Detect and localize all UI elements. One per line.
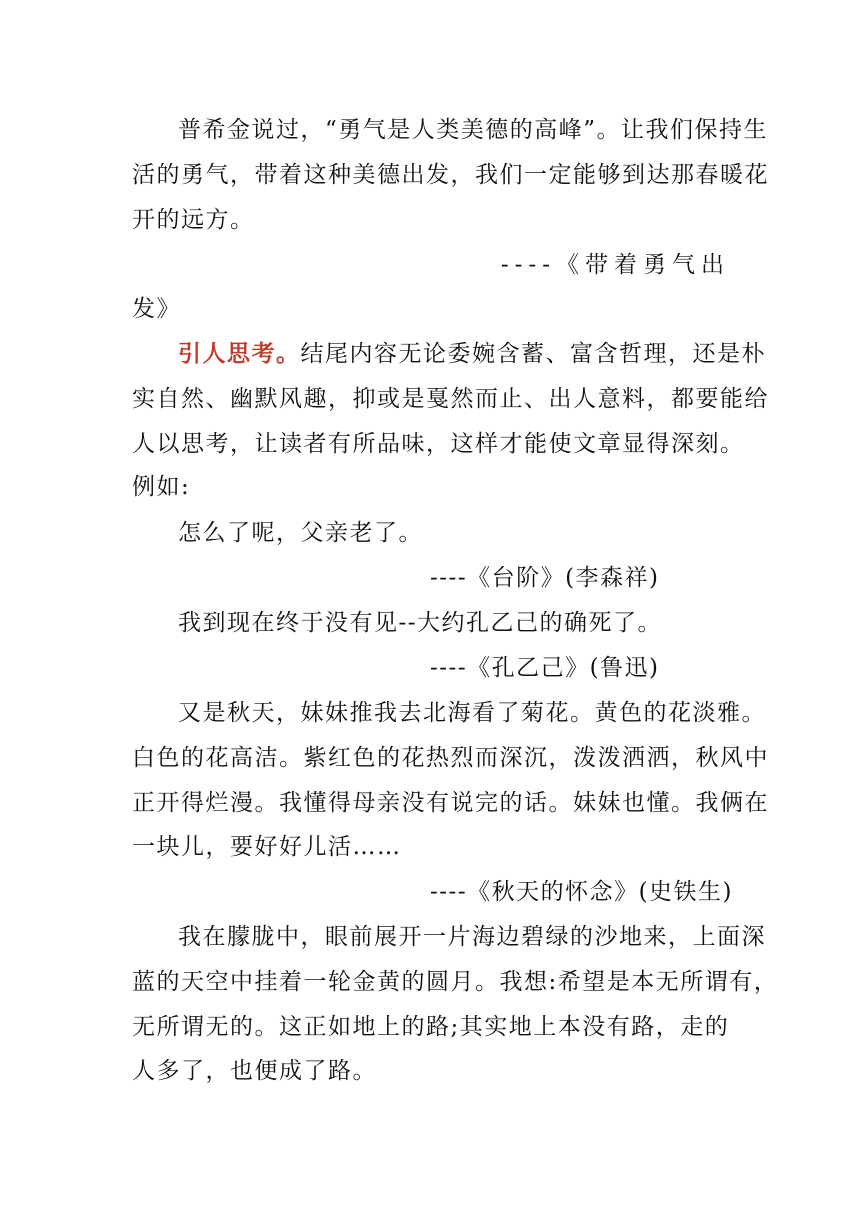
source-attribution: ----《孔乙己》(鲁迅) (430, 655, 660, 681)
quote-line: 白色的花高洁。紫红色的花热烈而深沉，泼泼洒洒，秋风中 (132, 745, 769, 771)
quote-line: 人多了，也便成了路。 (132, 1058, 377, 1084)
source-attribution: ----《台阶》(李森祥) (430, 565, 660, 591)
quote-line: 又是秋天，妹妹推我去北海看了菊花。黄色的花淡雅。 (178, 700, 766, 726)
source-attribution: ----《带着勇气出 (500, 252, 730, 278)
quote-line: 正开得烂漫。我懂得母亲没有说完的话。妹妹也懂。我俩在 (132, 790, 769, 816)
highlight-heading: 引人思考。 (178, 340, 301, 367)
text-line (178, 339, 778, 369)
text-line: 普希金说过，“勇气是人类美德的高峰”。让我们保持生 (178, 117, 769, 143)
source-attribution: ----《秋天的怀念》(史铁生) (430, 879, 734, 905)
text-line: 例如: (132, 474, 191, 500)
text-line: 人以思考，让读者有所品味，这样才能使文章显得深刻。 (132, 431, 745, 457)
quote-line: 我到现在终于没有见--大约孔乙己的确死了。 (178, 610, 663, 636)
quote-line: 无所谓无的。这正如地上的路;其实地上本没有路，走的 (132, 1014, 730, 1040)
quote-line: 我在朦胧中，眼前展开一片海边碧绿的沙地来，上面深 (178, 924, 766, 950)
text-line: 发》 (132, 296, 181, 322)
text-line: 实自然、幽默风趣，抑或是戛然而止、出人意料，都要能给 (132, 386, 769, 412)
text-line-rest: 结尾内容无论委婉含蓄、富含哲理，还是朴 (300, 341, 766, 367)
text-line: 活的勇气，带着这种美德出发，我们一定能够到达那春暖花 (132, 162, 769, 188)
quote-line: 一块儿，要好好儿活…… (132, 834, 402, 860)
quote-line: 怎么了呢，父亲老了。 (178, 520, 423, 546)
text-line: 开的远方。 (132, 207, 255, 233)
quote-line: 蓝的天空中挂着一轮金黄的圆月。我想:希望是本无所谓有， (132, 969, 779, 995)
